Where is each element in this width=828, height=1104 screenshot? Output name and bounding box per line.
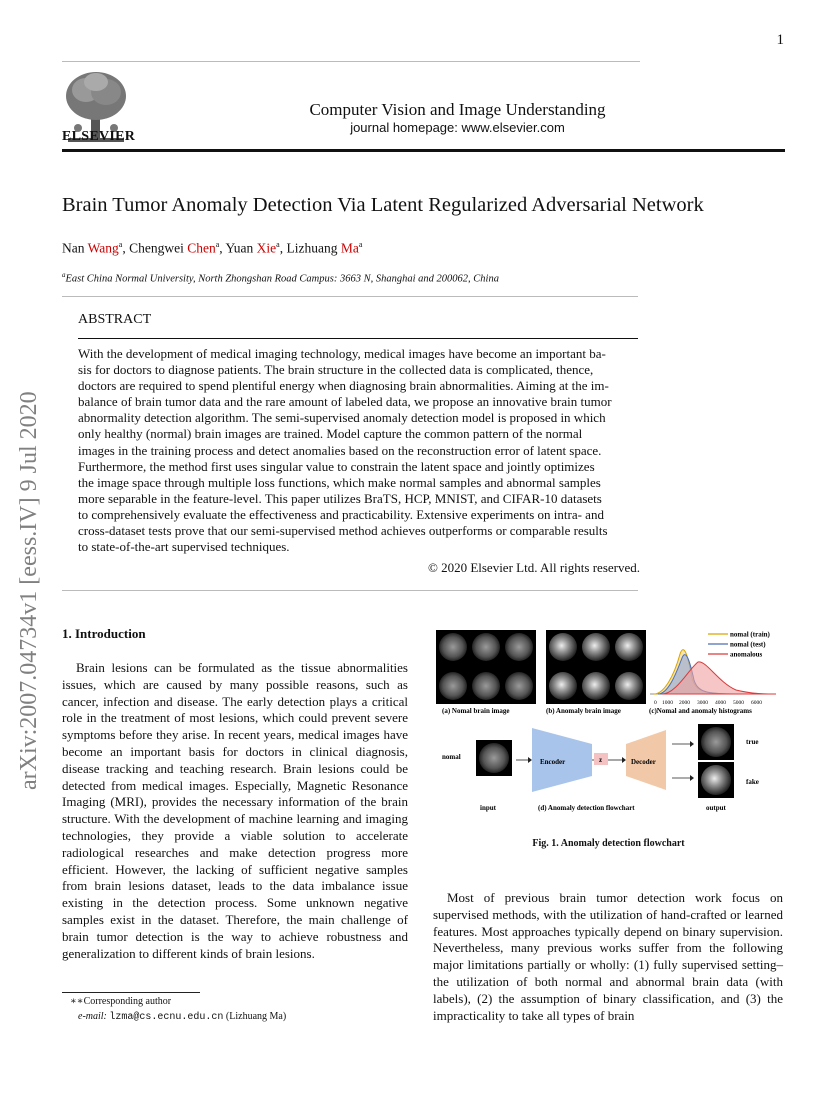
- legend-label-train: nomal (train): [730, 630, 770, 639]
- author-2-first: Chengwei: [129, 240, 188, 256]
- histogram-legend: [708, 631, 771, 659]
- normal-brain-grid: [436, 630, 536, 704]
- brain-slice: [615, 633, 643, 661]
- brain-slice: [472, 633, 500, 661]
- author-3-first: Yuan: [225, 240, 257, 256]
- author-separator: ,: [219, 240, 226, 256]
- abstract-line: With the development of medical imaging technology, medical images have become an important ba-: [78, 346, 606, 361]
- author-4-last: Ma: [340, 240, 359, 256]
- author-4-sup: a: [358, 240, 363, 249]
- anomaly-brain-grid: [546, 630, 646, 704]
- header-thick-rule: [62, 149, 785, 152]
- histogram-tick: 3000: [697, 700, 708, 706]
- brain-slice: [472, 672, 500, 700]
- email-address[interactable]: lzma@cs.ecnu.edu.cn: [109, 1012, 224, 1023]
- arrow-head: [690, 741, 694, 747]
- introduction-paragraph: Brain lesions can be formulated as the tissue abnormalities issues, which are caused by many possible reasons, such as cancer, infection and disease. The early detection plays a critical role in the treatment of most lesions, which could prevent severe symptoms before they arise. In recent years, medical images have become an important basis for doctors in clinical diagnosis, disease tracking and teaching research. Brain lesions could be detected from medical images. Especially, Magnetic Resonance Imaging (MRI), provides the necessary information of the brain structure. With the development of machine learning and imaging technologies, they provide a viable solution to accelerate radiological researches and make detection progress more efficient. However, the lacking of sufficient negative samples from brain lesions dataset, leads to the data imbalance issue existing in the detection process. Some unknown negative samples exist in the dataset. Therefore, the main challenge of brain tumor detection is the way to achieve robustness and generalization to different kinds of brain lesions.: [62, 660, 408, 961]
- output-fake-slice: [701, 765, 731, 795]
- figure-anomaly-flowchart: [436, 626, 788, 816]
- brain-slice: [439, 672, 467, 700]
- author-4-first: Lizhuang: [286, 240, 341, 256]
- abstract-body: [78, 346, 640, 555]
- figure-label-d: (d) Anomaly detection flowchart: [538, 804, 635, 812]
- footnote-rule: [62, 992, 200, 993]
- affiliation: [62, 271, 499, 285]
- introduction-paragraph-2: Most of previous brain tumor detection work focus on supervised methods, with the utilization of hand-crafted or learned features. Most approaches typically depend on binary supervision. Nevertheless, many previous works suffer from the following major limitations partially or wholly: (1) fully supervised setting–the utilization of both normal and abnormal brain data (with labels), (2) the assumption of binary classification, and (3) the impracticality to take all types of brain: [433, 890, 783, 1023]
- affiliation-sup: a: [62, 271, 66, 279]
- author-list: [62, 240, 362, 257]
- brain-slice: [439, 633, 467, 661]
- output-true-label: true: [746, 738, 759, 746]
- input-brain-slice: [479, 743, 509, 773]
- copyright: © 2020 Elsevier Ltd. All rights reserved.: [427, 560, 640, 575]
- abstract-line: cross-dataset tests prove that our semi-supervised method achieves outperforms or comparable results: [78, 523, 608, 539]
- histogram-tick: 6000: [751, 700, 762, 706]
- brain-slice: [615, 672, 643, 700]
- email-name: (Lizhuang Ma): [225, 1011, 287, 1022]
- abstract-bottom-rule: [62, 590, 638, 591]
- footnote-email: [78, 1011, 286, 1023]
- author-3-last: Xie: [256, 240, 277, 256]
- email-label: e-mail:: [78, 1011, 107, 1022]
- abstract-line: to comprehensively evaluate the effectiveness and practicability. Extensive experiments on intra- and: [78, 506, 604, 522]
- flow-input-label: nomal: [442, 753, 461, 761]
- abstract-line: only healthy (normal) brain images are trained. Model capture the common pattern of the normal: [78, 426, 583, 442]
- footnote-corresponding: ∗∗Corresponding author: [70, 996, 172, 1007]
- page-number: 1: [776, 32, 784, 48]
- histogram-tick: 2000: [679, 700, 690, 706]
- affiliation-text: East China Normal University, North Zhongshan Road Campus: 3663 N, Shanghai and 200062, China: [65, 273, 499, 285]
- encoder-label: Encoder: [540, 758, 566, 766]
- histogram-tick: 0: [654, 700, 657, 706]
- flowchart: [442, 724, 759, 812]
- header-top-rule: [62, 61, 640, 62]
- abstract-line: to state-of-the-art supervised techniques.: [78, 539, 290, 555]
- output-true-slice: [701, 727, 731, 757]
- abstract-line: balance of brain tumor data and the rare amount of labeled data, we propose an innovative brain tumor: [78, 394, 612, 410]
- abstract-line: sis for doctors to diagnose patients. The brain structure in the collected data is complicated, thence,: [78, 362, 594, 378]
- figure-label-c: (c)Nomal and anomaly histograms: [649, 707, 752, 715]
- legend-label-anomalous: anomalous: [730, 650, 763, 659]
- brain-slice: [582, 633, 610, 661]
- abstract-line: images in the training process and detect anomalies based on the reconstruction error of latent space.: [78, 442, 602, 458]
- abstract-rule: [78, 338, 638, 339]
- arrow-head: [528, 757, 532, 763]
- legend-label-test: nomal (test): [730, 640, 766, 649]
- output-fake-label: fake: [746, 778, 759, 786]
- journal-title: Computer Vision and Image Understanding: [309, 100, 606, 119]
- arxiv-stamp: arXiv:2007.04734v1 [eess.IV] 9 Jul 2020: [16, 391, 42, 790]
- abstract-line: Furthermore, the method first uses singular value to constrain the latent space and jointly optimizes: [78, 458, 595, 474]
- latent-label: z: [599, 756, 603, 764]
- brain-slice: [505, 633, 533, 661]
- author-separator: ,: [279, 240, 287, 256]
- histogram-tick: 1000: [662, 700, 673, 706]
- author-2-last: Chen: [187, 240, 216, 256]
- figure-label-a: (a) Nomal brain image: [442, 707, 510, 715]
- author-2-sup: a: [215, 240, 220, 249]
- elsevier-logo-text: ELSEVIER: [62, 129, 136, 144]
- arrow-head: [690, 775, 694, 781]
- brain-slice: [505, 672, 533, 700]
- histogram-tick: 4000: [715, 700, 726, 706]
- affiliation-rule: [62, 296, 638, 297]
- author-3-sup: a: [276, 240, 280, 249]
- abstract-line: abnormality detection algorithm. The semi-supervised anomaly detection model is proposed in which: [78, 410, 606, 426]
- histogram-tick: 5000: [733, 700, 744, 706]
- abstract-heading: ABSTRACT: [78, 312, 152, 327]
- brain-slice: [582, 672, 610, 700]
- brain-slice: [549, 672, 577, 700]
- figure-caption: Fig. 1. Anomaly detection flowchart: [532, 838, 685, 849]
- author-separator: ,: [122, 240, 130, 256]
- arrow-head: [622, 757, 626, 763]
- abstract-line: more separable in the feature-level. This paper utilizes BraTS, HCP, MNIST, and CIFAR-10 datasets: [78, 490, 602, 506]
- paper-title: Brain Tumor Anomaly Detection Via Latent Regularized Adversarial Network: [62, 194, 704, 216]
- decoder-label: Decoder: [631, 758, 656, 766]
- abstract-line: doctors are required to spend plentiful energy when diagnosing brain abnormalities. Aiming at the im-: [78, 378, 609, 394]
- output-caption: output: [706, 804, 726, 812]
- introduction-left-column: [62, 660, 408, 962]
- histogram: [650, 631, 776, 707]
- figure-label-b: (b) Anomaly brain image: [546, 707, 621, 715]
- brain-slice: [549, 633, 577, 661]
- author-1-sup: a: [118, 240, 123, 249]
- flow-input-caption: input: [480, 804, 496, 812]
- author-1-last: Wang: [87, 240, 119, 256]
- introduction-right-column: [433, 890, 783, 1024]
- section-heading-introduction: 1. Introduction: [62, 626, 146, 641]
- journal-homepage: journal homepage: www.elsevier.com: [350, 120, 565, 135]
- abstract-line: the image space through multiple loss functions, which make normal samples and abnormal samples: [78, 474, 601, 490]
- author-1-first: Nan: [62, 240, 88, 256]
